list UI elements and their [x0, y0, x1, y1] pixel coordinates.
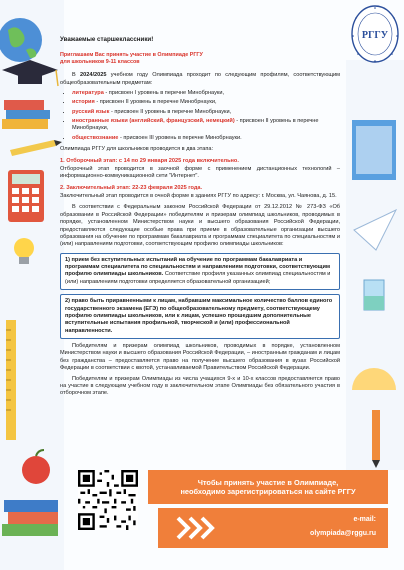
academic-year: 2024/2025: [80, 72, 107, 79]
profile-desc: - присвоен I уровень в перечне Минобрнауки,: [103, 89, 225, 96]
profile-item: [72, 99, 340, 106]
apple-icon: [22, 456, 50, 484]
stage-2-title: 2. Заключительный этап: 22-23 февраля 2025 года.: [60, 184, 203, 191]
profile-item: [72, 118, 340, 133]
light-bulb-icon: [14, 238, 34, 258]
profile-name: история: [72, 99, 95, 106]
profile-desc: - присвоен II уровень в перечне Минобрнауки,: [109, 108, 232, 115]
profile-name: литература: [72, 89, 104, 96]
banner-line-2: необходимо зарегистрироваться на сайте РГГУ: [180, 487, 356, 496]
intro-rest: учебном году Олимпиада проходит по следующим профилям, соответствующим общеобразовательным предметам:: [60, 72, 340, 86]
privilege-box-2: [60, 294, 340, 339]
school-supplies-illustration-bottom-left: [0, 300, 64, 570]
profile-name: обществознание: [72, 134, 119, 141]
email-link[interactable]: olympiada@rggu.ru: [310, 530, 376, 537]
rggu-logo: [350, 4, 400, 64]
intro-prefix: В: [72, 72, 81, 79]
profile-desc: - присвоен II уровень в перечне Минобрнауки,: [72, 118, 319, 132]
privilege-box-1: [60, 253, 340, 291]
banner-line-1: Чтобы принять участие в Олимпиаде,: [197, 478, 339, 487]
book-icon: [4, 100, 44, 110]
intro-paragraph: [60, 72, 340, 87]
profile-desc: - присвоен III уровень в перечне Минобрнауки.: [118, 134, 242, 141]
law-paragraph: В соответствии с Федеральным законом Российской Федерации от 29.12.2012 № 273-ФЗ «Об образовании в Российской Федерации» победителям и призерам олимпиад школьников, проводимых в порядке, установленном Министерством науки и высшего образования Российской Федерации, предоставляются следующие особые права при приеме в образовательные организации высшего образования на обучение по программам бакалавриата и программам специалитета по специальностям и (или) направлениям подготовки, соответствующим профилю олимпиады школьников:: [60, 204, 340, 248]
greeting: Уважаемые старшеклассники!: [60, 36, 154, 43]
stage-2-text: Заключительный этап проводится в очной форме в зданиях РГГУ по адресу: г. Москва, ул. Чаянова, д. 15.: [60, 193, 337, 200]
final-paragraph: Победителям и призерам Олимпиады из числа учащихся 9-х и 10-х классов предоставляется право на участие в следующем учебном году в заключительном этапе Олимпиады без обязательного участия в отборочном этапе.: [60, 375, 340, 397]
school-supplies-illustration-right: [346, 60, 404, 470]
profile-name: русский язык: [72, 108, 110, 115]
pencil-icon: [372, 410, 380, 460]
privilege-1-bold: 1) прием без вступительных испытаний на обучение по программам бакалавриата и программам специалитета по специальностям и направлениям подготовки, соответствующим профилю олимпиады школьников.: [65, 256, 331, 278]
registration-banner[interactable]: [148, 470, 388, 504]
invitation-line-1: Приглашаем Вас принять участие в Олимпиаде РГГУ: [60, 52, 203, 59]
main-content: [60, 36, 340, 401]
profile-item: [72, 90, 340, 97]
stages-intro: Олимпиада РГГУ для школьников проводится в два этапа:: [60, 146, 214, 153]
school-supplies-illustration-top-left: [0, 0, 64, 300]
profile-desc: - присвоен II уровень в перечне Минобрнауки,: [94, 99, 217, 106]
qr-code[interactable]: [78, 470, 138, 530]
email-box: [158, 508, 388, 548]
foreign-citizens-paragraph: Победителям и призерам олимпиад школьников, проводимых в порядке, установленном Министерством науки и высшего образования Российской Федерации, – иностранным гражданам и лицам без гражданства – предоставляется право на получение высшего образования в вузах Российской Федерации в соответствии с квотой, устанавливаемой Правительством Российской Федерации.: [60, 343, 340, 372]
logo-monogram: РГГУ: [361, 30, 389, 41]
profiles-list: [60, 90, 340, 142]
privilege-1-text: Соответствие профиля указанных олимпиад специальностям и (или) направлениям подготовки определяется образовательной организацией;: [65, 271, 331, 285]
email-label: e-mail:: [353, 516, 376, 523]
profile-name: иностранные языки (английский, французский, немецкий): [72, 118, 235, 125]
invitation-line-2: для школьников 9-11 классов: [60, 59, 140, 66]
invitation: [60, 52, 340, 66]
profile-item: [72, 109, 340, 116]
arrow-right-icon: [174, 514, 218, 542]
stage-1-title: 1. Отборочный этап: с 14 по 29 января 2025 года включительно.: [60, 157, 239, 164]
privilege-2-bold: 2) право быть приравненными к лицам, набравшим максимальное количество баллов единого государственного экзамена (ЕГЭ) по общеобразовательному предмету, соответствующему профилю олимпиады школьников, или к лицам, успешно прошедшим дополнительные вступительные испытания профильной, творческой и (или) профессиональной направленности.: [65, 298, 333, 334]
profile-item: [72, 135, 340, 142]
stage-1-text: Отборочный этап проводится в заочной форме с применением дистанционных технологий – информационно-коммуникационной сети "Интернет".: [60, 165, 340, 180]
